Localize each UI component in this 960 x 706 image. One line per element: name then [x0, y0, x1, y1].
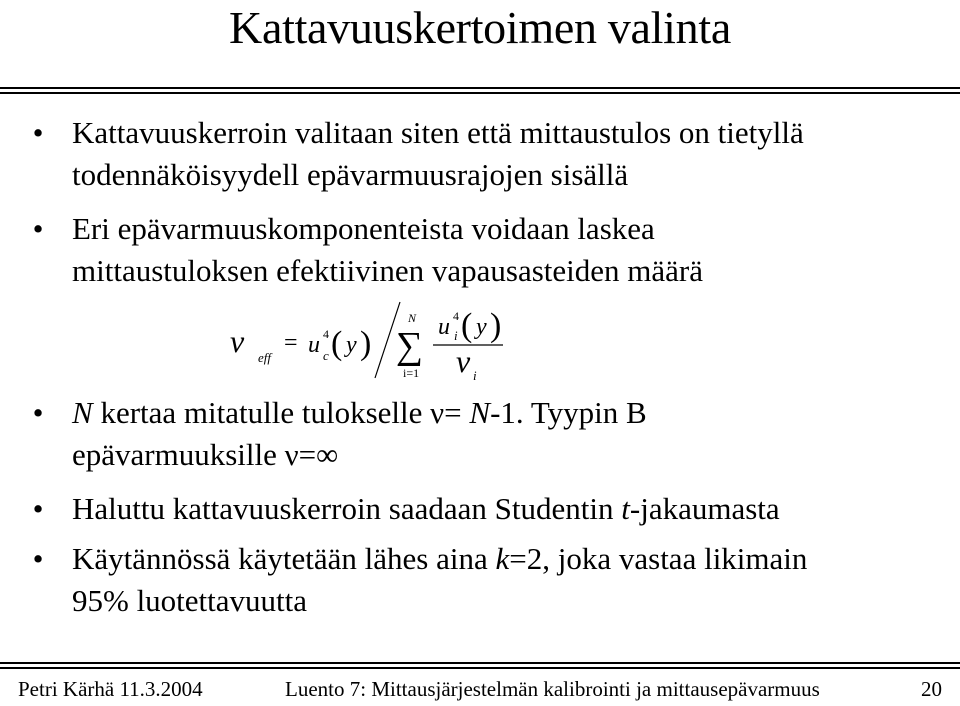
bullet-dot-icon: • [32, 211, 44, 246]
eff-subscript: eff [258, 350, 271, 365]
bullet-text: mittaustuloksen efektiivinen vapausasteiden määrä [72, 253, 703, 288]
bullet-dot-icon: • [32, 115, 44, 150]
bullet-text: todennäköisyydell epävarmuusrajojen sisällä [72, 157, 629, 192]
bullet-text: Haluttu kattavuuskerroin saadaan Studentin t-jakaumasta [72, 491, 780, 526]
c-subscript: c [323, 348, 329, 363]
nu-symbol: ν [230, 323, 245, 359]
footer-author: Petri Kärhä 11.3.2004 [18, 677, 203, 701]
sum-symbol: ∑ [396, 325, 424, 367]
bullet-dot-icon: • [32, 395, 44, 430]
equals-sign: = [284, 330, 298, 356]
right-paren: ) [360, 325, 372, 362]
bullet-text: epävarmuuksille ν=∞ [72, 437, 339, 472]
bullet-text: N kertaa mitatulle tulokselle ν= N-1. Tyypin B [72, 395, 647, 430]
bullet-dot-icon: • [32, 491, 44, 526]
sum-lower-limit: i=1 [403, 366, 420, 380]
footer-divider [0, 662, 960, 669]
nu-i-symbol: ν [456, 343, 471, 379]
bullet-text: 95% luotettavuutta [72, 583, 308, 618]
u-symbol: u [308, 332, 320, 358]
exponent-four: 4 [453, 309, 459, 323]
bullet-text: Eri epävarmuuskomponenteista voidaan laskea [72, 211, 655, 246]
left-paren: ( [331, 325, 343, 362]
bullet-dot-icon: • [32, 541, 44, 576]
right-paren: ) [490, 307, 502, 344]
y-symbol: y [346, 332, 357, 358]
sum-upper-limit: N [408, 311, 417, 325]
y-symbol: y [476, 314, 487, 340]
footer-course: Luento 7: Mittausjärjestelmän kalibrointi ja mittausepävarmuus [285, 677, 820, 701]
slide-title: Kattavuuskertoimen valinta [229, 2, 731, 53]
bullet-text: Kattavuuskerroin valitaan siten että mittaustulos on tietyllä [72, 115, 804, 150]
bullet-text: Käytännössä käytetään lähes aina k=2, joka vastaa likimain [72, 541, 808, 576]
title-divider [0, 87, 960, 94]
page-number: 20 [921, 677, 942, 701]
i-subscript: i [454, 328, 458, 343]
effective-dof-formula [228, 300, 518, 390]
exponent-four: 4 [323, 327, 329, 341]
left-paren: ( [461, 307, 473, 344]
i-subscript: i [473, 368, 477, 383]
u-i-symbol: u [438, 314, 450, 340]
